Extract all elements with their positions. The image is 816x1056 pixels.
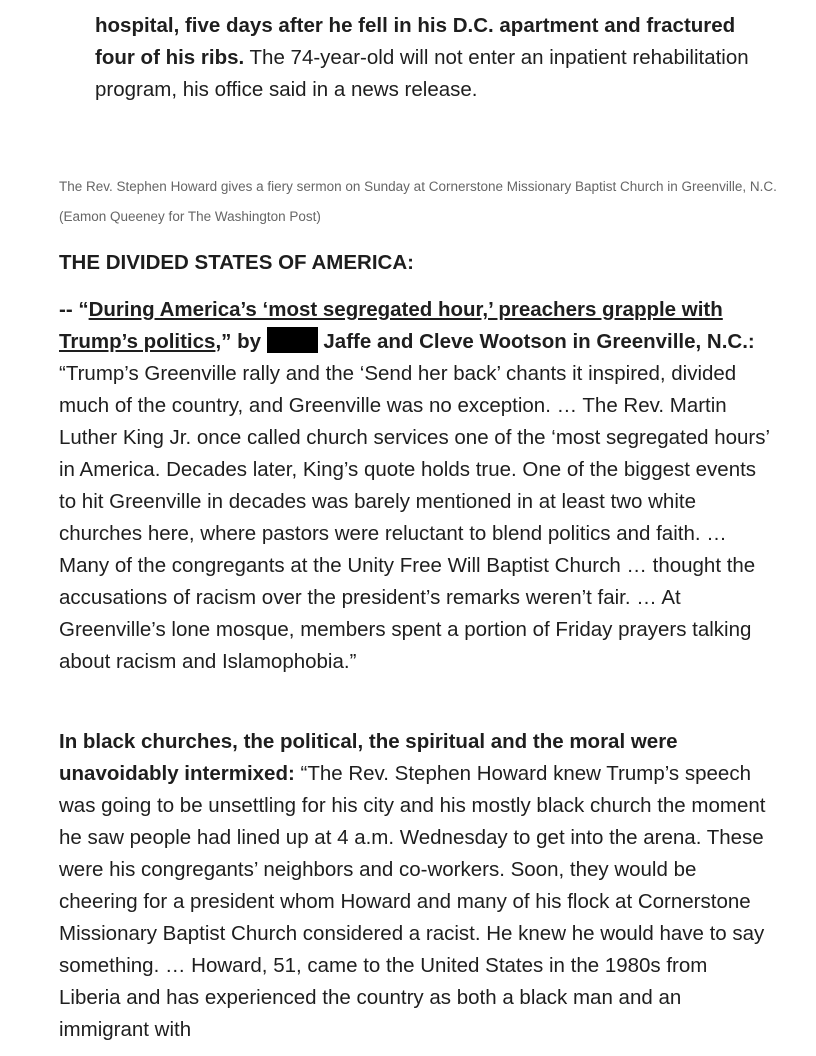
section-heading: THE DIVIDED STATES OF AMERICA:	[59, 251, 414, 274]
byline-suffix: Jaffe and Cleve Wootson in Greenville, N.C.:	[317, 330, 755, 353]
second-paragraph	[59, 726, 774, 1046]
story-headline-link[interactable]: During America’s ‘most segregated hour,’ preachers grapple with Trump’s politics	[59, 298, 723, 353]
story-lead-prefix: -- “	[59, 298, 89, 321]
top-paragraph-body: The 74-year-old will not enter an inpatient rehabilitation program, his office said in a news release.	[95, 46, 749, 101]
second-paragraph-body: “The Rev. Stephen Howard knew Trump’s speech was going to be unsettling for his city and his mostly black church the moment he saw people had lined up at 4 a.m. Wednesday to get into the arena. These were his congregants’ neighbors and co-workers. Soon, they would be cheering for a president whom Howard and many of his flock at Cornerstone Missionary Baptist Church considered a racist. He knew he would have to say something. … Howard, 51, came to the United States in the 1980s from Liberia and has experienced the country as both a black man and an immigrant with	[59, 762, 766, 1041]
story-paragraph	[59, 294, 774, 678]
top-paragraph-bold: hospital, five days after he fell in his D.C. apartment and fractured four of his ribs.	[95, 14, 736, 69]
byline-prefix: ,” by	[215, 330, 267, 353]
top-paragraph	[95, 10, 775, 106]
story-body: “Trump’s Greenville rally and the ‘Send her back’ chants it inspired, divided much of the country, and Greenville was no exception. … The Rev. Martin Luther King Jr. once called church services one of the ‘most segregated hours’ in America. Decades later, King’s quote holds true. One of the biggest events to hit Greenville in decades was barely mentioned in at least two white churches here, where pastors were reluctant to blend politics and faith. … Many of the congregants at the Unity Free Will Baptist Church … thought the accusations of racism over the president’s remarks weren’t fair. … At Greenville’s lone mosque, members spent a portion of Friday prayers talking about racism and Islamophobia.”	[59, 362, 770, 673]
second-paragraph-lead: In black churches, the political, the spiritual and the moral were unavoidably intermixed:	[59, 730, 678, 785]
photo-caption: The Rev. Stephen Howard gives a fiery sermon on Sunday at Cornerstone Missionary Baptist Church in Greenville, N.C. (Eamon Queeney for The Washington Post)	[59, 179, 777, 224]
redaction-box	[267, 327, 318, 353]
